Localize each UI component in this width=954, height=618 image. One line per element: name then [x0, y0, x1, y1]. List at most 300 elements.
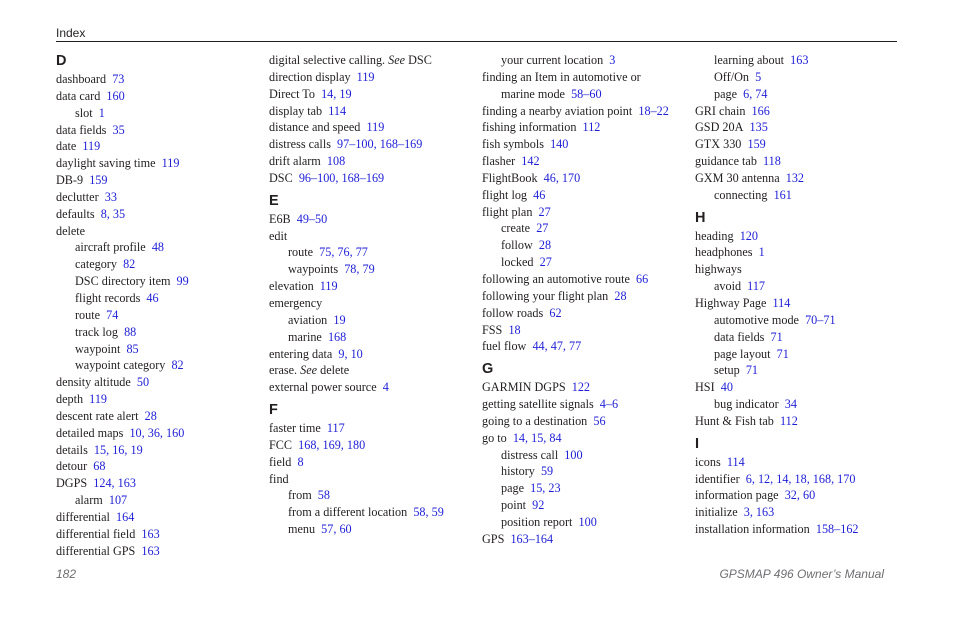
index-entry	[695, 487, 900, 504]
page-reference-link[interactable]: 35	[112, 122, 125, 137]
index-column-3	[482, 52, 687, 548]
index-term: faster time	[269, 421, 321, 436]
index-entry	[56, 543, 261, 560]
page-reference-link[interactable]: 58, 59	[413, 505, 444, 520]
index-entry	[482, 338, 687, 355]
page-reference-link[interactable]: 85	[126, 341, 139, 356]
page-reference-link[interactable]: 97–100, 168–169	[337, 137, 423, 152]
index-entry	[695, 136, 900, 153]
index-column-1	[56, 52, 261, 559]
page-reference-link[interactable]: 19	[333, 312, 346, 327]
index-entry	[56, 206, 261, 223]
index-entry	[269, 103, 474, 120]
index-entry	[56, 391, 261, 408]
index-term: GPS	[482, 531, 505, 546]
index-term: density altitude	[56, 375, 131, 390]
index-entry	[56, 425, 261, 442]
index-entry	[56, 408, 261, 425]
index-term: history	[501, 464, 535, 479]
index-term: field	[269, 454, 292, 469]
page-reference-link[interactable]: 28	[144, 408, 157, 423]
index-term: category	[75, 257, 117, 272]
page-reference-link[interactable]: 15, 16, 19	[93, 442, 143, 457]
index-entry	[482, 531, 687, 548]
index-term: alarm	[75, 493, 103, 508]
index-term: menu	[288, 522, 316, 537]
index-entry	[56, 172, 261, 189]
index-entry	[482, 396, 687, 413]
index-term: automotive mode	[714, 312, 799, 327]
index-term: fuel flow	[482, 339, 527, 354]
page-reference-link[interactable]: 119	[366, 120, 385, 135]
index-term: setup	[714, 363, 740, 378]
index-term: from	[288, 488, 312, 503]
page-reference-link[interactable]: 58–60	[571, 86, 602, 101]
index-term: flight log	[482, 187, 528, 202]
index-subentry	[56, 105, 261, 122]
index-term: erase.	[269, 363, 301, 378]
index-entry	[269, 471, 474, 488]
page-number: 182	[56, 567, 77, 581]
page-reference-link[interactable]: 75, 76, 77	[319, 245, 368, 260]
index-entry	[269, 52, 474, 69]
page-reference-link[interactable]: 92	[532, 498, 545, 513]
index-subentry	[482, 220, 687, 237]
index-subentry	[56, 324, 261, 341]
index-term: external power source	[269, 380, 377, 395]
index-term: entering data	[269, 346, 333, 361]
page-reference-link[interactable]: 18	[508, 322, 521, 337]
page-reference-link[interactable]: 163	[790, 53, 809, 67]
index-subentry	[482, 237, 687, 254]
index-term: display tab	[269, 103, 323, 118]
index-entry	[269, 228, 474, 245]
index-subentry	[269, 244, 474, 261]
index-term: GRI chain	[695, 103, 746, 118]
index-entry	[695, 379, 900, 396]
page-reference-link[interactable]: 71	[745, 363, 759, 378]
index-subentry	[269, 312, 474, 329]
section-letter: F	[269, 402, 278, 419]
index-subentry	[269, 329, 474, 346]
page-reference-link[interactable]: 114	[726, 454, 745, 469]
page-reference-link[interactable]: 168	[327, 329, 347, 344]
index-entry	[695, 261, 900, 278]
index-entry	[269, 278, 474, 295]
index-term: following an automotive route	[482, 271, 630, 286]
page-reference-link[interactable]: 118	[763, 154, 781, 169]
page-reference-link[interactable]: 112	[582, 120, 601, 135]
page-reference-link[interactable]: 59	[540, 464, 554, 479]
index-term: waypoint	[75, 341, 121, 356]
index-entry	[482, 187, 687, 204]
index-term: flight plan	[482, 204, 533, 219]
index-term: your current location	[501, 53, 604, 67]
index-term: depth	[56, 392, 84, 407]
page-reference-link[interactable]: 163–164	[510, 531, 554, 546]
page-reference-link[interactable]: 28	[538, 238, 552, 253]
index-entry	[269, 153, 474, 170]
page-reference-link[interactable]: 163	[141, 526, 160, 541]
index-subentry	[482, 463, 687, 480]
index-entry	[695, 471, 900, 488]
index-entry	[269, 295, 474, 312]
index-subentry	[482, 52, 687, 69]
index-term: details	[56, 442, 88, 457]
page-reference-link[interactable]: 46	[533, 187, 546, 202]
page-reference-link[interactable]: 6, 12, 14, 18, 168, 170	[745, 471, 856, 486]
index-term: distance and speed	[269, 120, 361, 135]
index-term: DSC directory item	[75, 274, 171, 289]
index-subentry	[482, 480, 687, 497]
index-entry	[269, 437, 474, 454]
index-term: marine mode	[501, 86, 565, 101]
index-entry	[56, 526, 261, 543]
index-term: follow roads	[482, 305, 544, 320]
index-entry	[695, 521, 900, 538]
index-term: detailed maps	[56, 425, 124, 440]
page-reference-link[interactable]: 132	[785, 170, 804, 185]
index-subentry	[56, 256, 261, 273]
index-subentry	[695, 329, 900, 346]
page-reference-link[interactable]: 100	[564, 447, 583, 462]
index-subentry	[56, 357, 261, 374]
index-term: connecting	[714, 187, 768, 202]
index-subentry	[269, 261, 474, 278]
index-subentry	[695, 69, 900, 86]
index-term: direction display	[269, 69, 351, 84]
index-entry	[269, 420, 474, 437]
index-term: Off/On	[714, 69, 749, 84]
section-letter: E	[269, 192, 279, 209]
index-term: marine	[288, 329, 322, 344]
page-reference-link[interactable]: 140	[550, 137, 569, 152]
page-reference-link[interactable]: 5	[755, 69, 762, 84]
index-entry	[56, 509, 261, 526]
page-reference-link[interactable]: 18–22	[638, 103, 669, 118]
page-reference-link[interactable]: 28	[614, 288, 627, 303]
index-entry	[269, 170, 474, 187]
index-term: GTX 330	[695, 137, 742, 152]
page-reference-link[interactable]: 166	[751, 103, 770, 118]
index-entry	[269, 86, 474, 103]
header-rule	[56, 41, 897, 42]
index-term: go to	[482, 430, 507, 445]
index-entry	[482, 119, 687, 136]
index-column-4	[695, 52, 900, 538]
index-entry	[482, 305, 687, 322]
page-reference-link[interactable]: 8, 35	[100, 206, 126, 221]
index-term: point	[501, 498, 527, 513]
index-subentry	[695, 187, 900, 204]
page-reference-link[interactable]: 82	[171, 358, 184, 373]
index-term: data fields	[56, 122, 107, 137]
page-reference-link[interactable]: 74	[106, 307, 119, 322]
manual-title: GPSMAP 496 Owner’s Manual	[719, 567, 884, 581]
index-column-2	[269, 52, 474, 538]
page-reference-link[interactable]: 9, 10	[338, 346, 363, 361]
index-entry	[482, 322, 687, 339]
index-term: DGPS	[56, 476, 88, 491]
page-reference-link[interactable]: 119	[82, 139, 101, 154]
page-reference-link[interactable]: 6, 74	[743, 86, 768, 101]
page-reference-link[interactable]: 117	[326, 421, 345, 436]
page-reference-link[interactable]: 119	[89, 392, 108, 407]
page-reference-link[interactable]: 4	[382, 380, 389, 395]
index-term: flasher	[482, 154, 516, 169]
index-entry	[695, 119, 900, 136]
page-reference-link[interactable]: 27	[538, 204, 551, 219]
index-term: icons	[695, 454, 721, 469]
page-reference-link[interactable]: 46, 170	[543, 170, 581, 185]
see-reference: See	[388, 53, 406, 67]
index-entry	[56, 138, 261, 155]
index-subentry	[56, 273, 261, 290]
index-entry	[56, 223, 261, 240]
page-reference-link[interactable]: 120	[739, 228, 758, 243]
index-term: descent rate alert	[56, 408, 139, 423]
page-reference-link[interactable]: 119	[319, 279, 338, 294]
index-subentry	[56, 492, 261, 509]
index-entry	[695, 228, 900, 245]
index-term: E6B	[269, 211, 291, 226]
page-reference-link[interactable]: 46	[146, 290, 159, 305]
index-subentry	[269, 487, 474, 504]
page-reference-link[interactable]: 161	[773, 187, 792, 202]
page-reference-link[interactable]: 27	[536, 221, 549, 236]
index-term: declutter	[56, 189, 99, 204]
index-subentry	[56, 307, 261, 324]
page-reference-link[interactable]: 142	[521, 154, 540, 169]
index-entry	[695, 504, 900, 521]
index-subentry	[695, 278, 900, 295]
page-reference-link[interactable]: 164	[116, 509, 135, 524]
page-reference-link[interactable]: 33	[104, 189, 117, 204]
index-subentry	[695, 346, 900, 363]
page-reference-link[interactable]: 159	[89, 173, 108, 188]
index-term: dashboard	[56, 72, 107, 86]
index-term: headphones	[695, 245, 753, 260]
page-reference-link[interactable]: 50	[136, 375, 150, 390]
page-reference-link[interactable]: 107	[108, 493, 128, 508]
page-reference-link[interactable]: 68	[93, 459, 106, 474]
index-term: learning about	[714, 53, 785, 67]
index-entry	[482, 69, 687, 86]
index-subentry	[695, 86, 900, 103]
page-reference-link[interactable]: 8	[297, 454, 304, 469]
see-target: DSC	[405, 53, 432, 67]
index-term: Direct To	[269, 86, 315, 101]
index-term: defaults	[56, 206, 95, 221]
index-entry	[695, 295, 900, 312]
page-reference-link[interactable]: 56	[593, 413, 606, 428]
index-entry	[56, 71, 261, 88]
page-reference-link[interactable]: 62	[549, 305, 562, 320]
index-term: fish symbols	[482, 137, 544, 152]
index-entry	[269, 136, 474, 153]
index-term: bug indicator	[714, 397, 779, 412]
page-reference-link[interactable]: 40	[720, 380, 733, 395]
index-term: finding an Item in automotive or	[482, 69, 641, 84]
page-reference-link[interactable]: 96–100, 168–169	[298, 170, 385, 185]
index-term: track log	[75, 324, 118, 339]
page-reference-link[interactable]: 117	[747, 279, 766, 294]
page-reference-link[interactable]: 78, 79	[344, 262, 375, 277]
index-term: highways	[695, 262, 742, 277]
page-reference-link[interactable]: 168, 169, 180	[298, 437, 366, 452]
page-reference-link[interactable]: 158–162	[815, 522, 859, 537]
index-term: information page	[695, 488, 779, 503]
page-reference-link[interactable]: 32, 60	[784, 488, 816, 503]
index-entry	[269, 69, 474, 86]
index-term: installation information	[695, 522, 810, 537]
index-entry	[56, 189, 261, 206]
page-reference-link[interactable]: 10, 36, 160	[129, 425, 185, 440]
page-reference-link[interactable]: 163	[141, 543, 160, 558]
index-entry	[482, 170, 687, 187]
index-entry	[269, 119, 474, 136]
index-term: differential	[56, 509, 110, 524]
section-letter: D	[56, 53, 67, 69]
index-term: data card	[56, 88, 101, 103]
page-reference-link[interactable]: 119	[356, 69, 375, 84]
index-subentry	[56, 341, 261, 358]
index-term: page	[501, 481, 525, 496]
index-subentry	[56, 239, 261, 256]
page-reference-link[interactable]: 1	[98, 105, 105, 120]
index-term: DSC	[269, 170, 293, 185]
page-reference-link[interactable]: 114	[772, 295, 791, 310]
index-term: getting satellite signals	[482, 397, 594, 412]
page-reference-link[interactable]: 99	[176, 274, 189, 289]
page-reference-link[interactable]: 34	[784, 397, 797, 412]
page-reference-link[interactable]: 44, 47, 77	[532, 339, 582, 354]
index-term: identifier	[695, 471, 740, 486]
page-reference-link[interactable]: 15, 23	[530, 481, 561, 496]
index-term: FCC	[269, 437, 293, 452]
page-reference-link[interactable]: 48	[151, 240, 164, 255]
page-reference-link[interactable]: 124, 163	[93, 476, 136, 491]
section-letter: I	[695, 435, 700, 452]
page-reference-link[interactable]: 73	[112, 72, 125, 86]
index-term: FlightBook	[482, 170, 538, 185]
index-entry	[56, 374, 261, 391]
index-term: data fields	[714, 329, 765, 344]
index-entry	[482, 204, 687, 221]
index-entry	[56, 458, 261, 475]
page-reference-link[interactable]: 100	[578, 514, 597, 529]
index-entry	[56, 88, 261, 105]
index-term: aviation	[288, 312, 328, 327]
index-term: elevation	[269, 279, 314, 294]
index-term: Hunt & Fish tab	[695, 413, 774, 428]
running-header: Index	[56, 26, 86, 40]
index-term: daylight saving time	[56, 156, 156, 171]
index-term: guidance tab	[695, 154, 757, 169]
index-subentry	[695, 312, 900, 329]
index-term: page	[714, 86, 738, 101]
index-term: locked	[501, 255, 534, 270]
index-entry	[269, 454, 474, 471]
index-term: initialize	[695, 505, 738, 520]
index-subentry	[482, 497, 687, 514]
index-term: following your flight plan	[482, 288, 609, 303]
page-reference-link[interactable]: 108	[326, 154, 346, 169]
index-term: create	[501, 221, 531, 236]
page-reference-link[interactable]: 122	[571, 380, 591, 395]
index-entry	[269, 211, 474, 228]
index-entry	[482, 271, 687, 288]
index-term: position report	[501, 514, 573, 529]
index-term: Highway Page	[695, 295, 767, 310]
page-reference-link[interactable]: 1	[758, 245, 765, 260]
page-reference-link[interactable]: 70–71	[805, 312, 836, 327]
page-reference-link[interactable]: 88	[124, 324, 137, 339]
index-term: differential field	[56, 526, 136, 541]
index-entry	[482, 430, 687, 447]
page-reference-link[interactable]: 112	[779, 413, 798, 428]
page-reference-link[interactable]: 71	[776, 346, 789, 361]
index-term: follow	[501, 238, 533, 253]
page-reference-link[interactable]: 27	[539, 255, 552, 270]
index-term: delete	[56, 223, 86, 238]
page-reference-link[interactable]: 82	[123, 257, 136, 272]
page-reference-link[interactable]: 49–50	[296, 211, 328, 226]
index-term: avoid	[714, 279, 742, 294]
index-term: distress calls	[269, 137, 331, 152]
index-entry	[695, 244, 900, 261]
index-entry	[695, 413, 900, 430]
page-reference-link[interactable]: 135	[749, 120, 768, 135]
index-term: waypoint category	[75, 358, 166, 373]
index-term: flight records	[75, 290, 141, 305]
index-entry	[56, 475, 261, 492]
index-term: find	[269, 471, 289, 486]
page-reference-link[interactable]: 66	[636, 271, 649, 286]
page-reference-link[interactable]: 58	[317, 488, 330, 503]
page-reference-link[interactable]: 119	[161, 156, 180, 171]
index-entry	[269, 346, 474, 363]
index-term: finding a nearby aviation point	[482, 103, 633, 118]
index-entry	[695, 454, 900, 471]
see-target: delete	[317, 363, 350, 378]
index-term: page layout	[714, 346, 771, 361]
index-term: route	[75, 307, 101, 322]
page-reference-link[interactable]: 4–6	[599, 397, 619, 412]
section-letter: G	[482, 361, 494, 378]
index-subentry	[269, 521, 474, 538]
index-term: fishing information	[482, 120, 577, 135]
page-reference-link[interactable]: 14, 19	[321, 86, 352, 101]
index-entry	[482, 153, 687, 170]
index-term: from a different location	[288, 505, 408, 520]
index-entry	[482, 288, 687, 305]
page-reference-link[interactable]: 3	[609, 53, 616, 67]
page-reference-link[interactable]: 14, 15, 84	[512, 430, 562, 445]
page-reference-link[interactable]: 159	[747, 137, 766, 152]
page-reference-link[interactable]: 3, 163	[743, 505, 775, 520]
page-reference-link[interactable]: 57, 60	[321, 522, 352, 537]
page-reference-link[interactable]: 71	[770, 329, 783, 344]
index-term: slot	[75, 105, 93, 120]
index-term: edit	[269, 228, 288, 243]
index-term: GARMIN DGPS	[482, 380, 566, 395]
index-subentry	[695, 52, 900, 69]
page-reference-link[interactable]: 114	[328, 103, 347, 118]
page-reference-link[interactable]: 160	[106, 88, 125, 103]
index-subentry	[269, 504, 474, 521]
index-entry	[482, 103, 687, 120]
